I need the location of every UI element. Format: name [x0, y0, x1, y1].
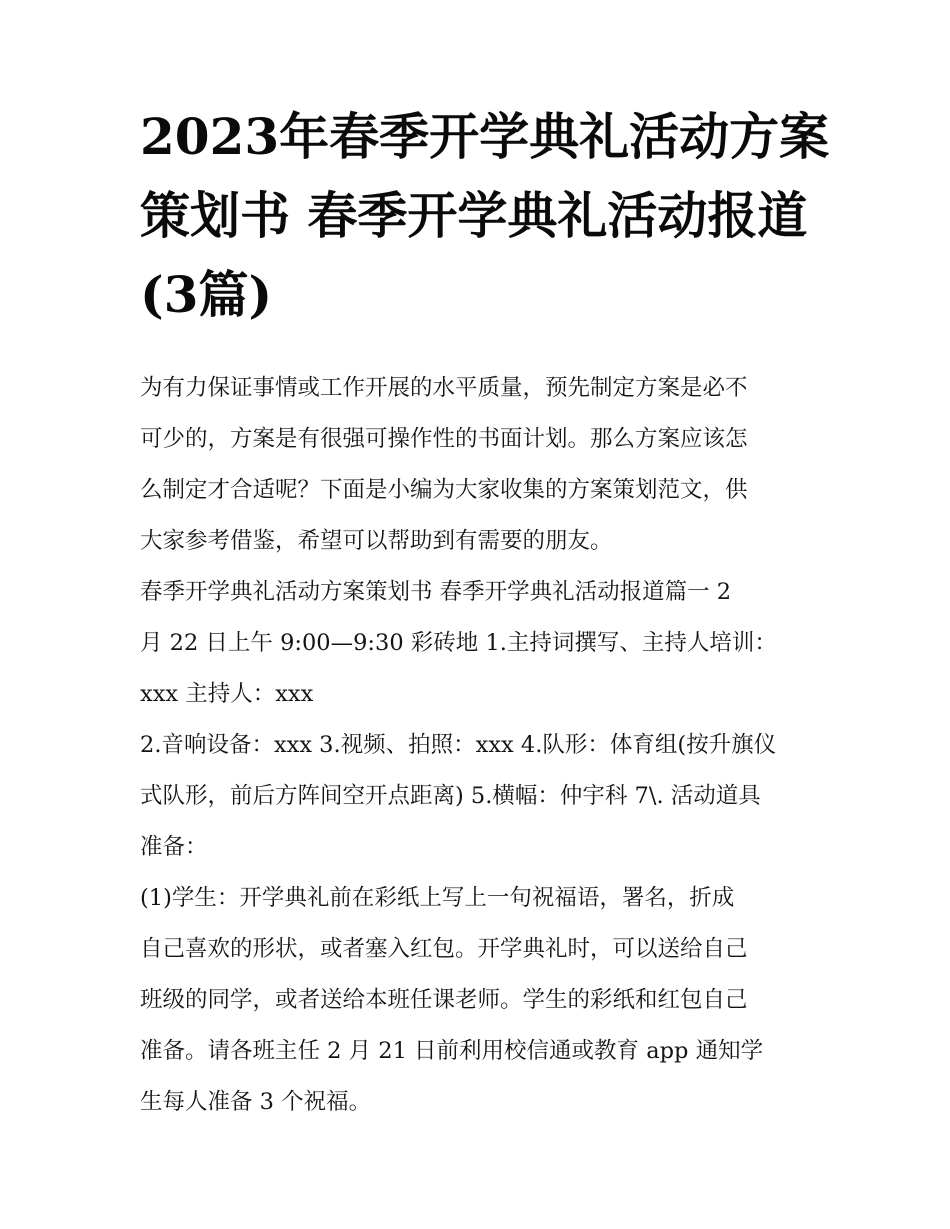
body-line: 月 22 日上午 9:00—9:30 彩砖地 1.主持词撰写、主持人培训： — [140, 630, 777, 656]
body-line: 春季开学典礼活动方案策划书 春季开学典礼活动报道篇一 2 — [140, 579, 732, 605]
body-line: 式队形，前后方阵间空开点距离) 5.横幅：仲宇科 7\. 活动道具 — [140, 783, 761, 809]
body-line: (1)学生：开学典礼前在彩纸上写上一句祝福语，署名，折成 — [140, 885, 735, 911]
body-line: 为有力保证事情或工作开展的水平质量，预先制定方案是必不 — [140, 375, 748, 401]
body-line: 大家参考借鉴，希望可以帮助到有需要的朋友。 — [140, 528, 613, 554]
body-line: 班级的同学，或者送给本班任课老师。学生的彩纸和红包自己 — [140, 987, 748, 1013]
body-line: 准备。请各班主任 2 月 21 日前利用校信通或教育 app 通知学 — [140, 1038, 764, 1064]
document-title — [140, 107, 830, 349]
title-line-1: 2023年春季开学典礼活动方案 — [140, 107, 830, 166]
body-line: 生每人准备 3 个祝福。 — [140, 1089, 372, 1115]
body-line: 么制定才合适呢？下面是小编为大家收集的方案策划范文，供 — [140, 477, 748, 503]
body-line: 2.音响设备：xxx 3.视频、拍照：xxx 4.队形：体育组(按升旗仪 — [140, 732, 777, 758]
document-body — [140, 363, 820, 1128]
body-line: xxx 主持人：xxx — [140, 681, 314, 707]
body-line: 自己喜欢的形状，或者塞入红包。开学典礼时，可以送给自己 — [140, 936, 748, 962]
title-line-2: 策划书 春季开学典礼活动报道 — [140, 186, 808, 245]
body-line: 准备： — [140, 834, 208, 860]
title-line-3: (3篇) — [140, 265, 273, 324]
body-line: 可少的，方案是有很强可操作性的书面计划。那么方案应该怎 — [140, 426, 748, 452]
